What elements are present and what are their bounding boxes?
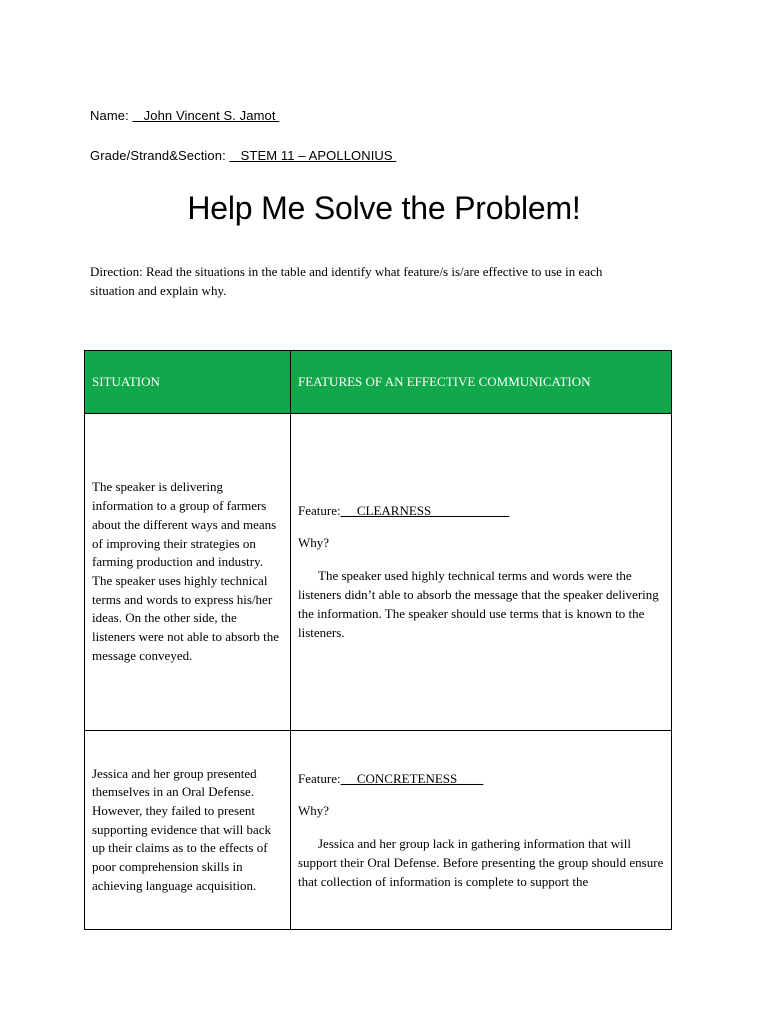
table-header-row — [85, 351, 672, 414]
grade-label: Grade/Strand&Section: — [90, 148, 226, 163]
situation-cell — [85, 414, 291, 731]
page-title: Help Me Solve the Problem! — [187, 190, 581, 226]
name-field — [90, 108, 279, 123]
header-situation: SITUATION — [85, 351, 291, 414]
feature-label: Feature: — [298, 770, 341, 786]
grade-section-field — [90, 148, 396, 163]
table-row — [85, 731, 672, 930]
feature-label: Feature: — [298, 503, 341, 518]
why-label: Why? — [298, 802, 330, 818]
explanation-text: Jessica and her group lack in gathering information that will support their Oral Defense. Before presenting the group should ensure that collection of information is complete to support the — [298, 835, 664, 889]
feature-line — [298, 502, 664, 520]
feature-line — [298, 770, 664, 788]
feature-value: __CLEARNESS____________ — [340, 503, 510, 518]
situation-text: Jessica and her group presented themselves in an Oral Defense. However, they failed to present supporting evidence that will back up their claims as to the effects of poor comprehension skills in achieving language acquisition. — [92, 765, 272, 893]
feature-cell — [291, 414, 672, 731]
table-row — [85, 414, 672, 731]
grade-value: STEM 11 – APOLLONIUS — [229, 148, 397, 163]
features-table — [84, 350, 672, 930]
name-label: Name: — [90, 108, 129, 123]
situation-cell — [85, 731, 291, 930]
name-value: John Vincent S. Jamot — [132, 108, 280, 123]
feature-value: __CONCRETENESS____ — [340, 770, 484, 786]
why-label: Why? — [298, 535, 330, 550]
explanation-text: The speaker used highly technical terms and words were the listeners didn’t able to absorb the message that the speaker delivering the information. The speaker should use terms that is known to the listeners. — [298, 568, 659, 640]
feature-cell — [291, 731, 672, 930]
situation-text: The speaker is delivering information to a group of farmers about the different ways and means of improving their strategies on farming production and industry. The speaker uses highly technical terms and words to express his/her ideas. On the other side, the listeners were not able to absorb the message conveyed. — [92, 479, 279, 663]
direction-text: Direction: Read the situations in the table and identify what feature/s is/are effective to use in each situation and explain why. — [90, 264, 603, 298]
header-features: FEATURES OF AN EFFECTIVE COMMUNICATION — [291, 351, 672, 414]
